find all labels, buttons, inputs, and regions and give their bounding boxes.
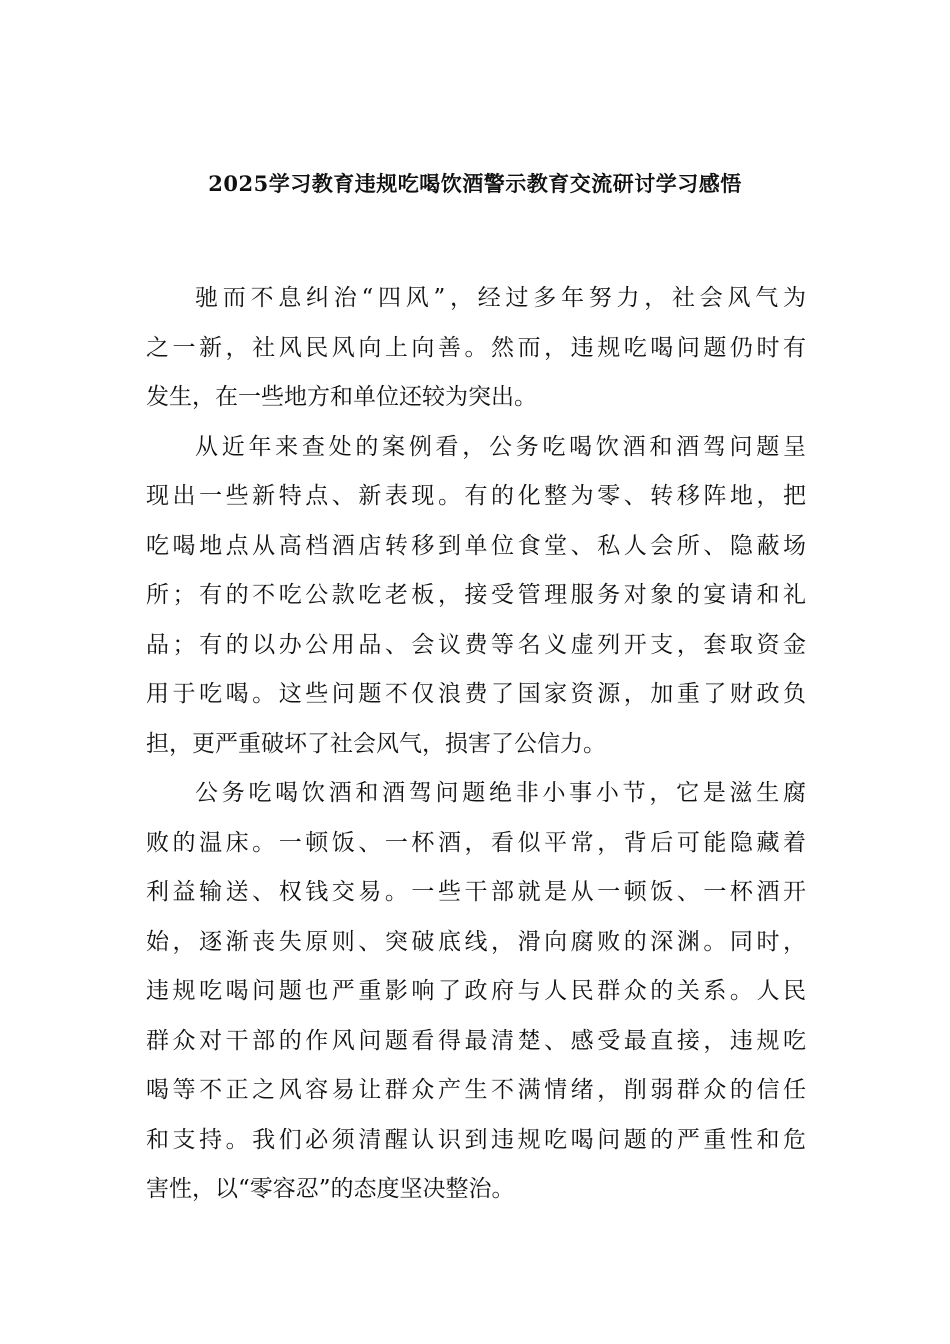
paragraph <box>146 773 806 1219</box>
paragraph-line: 和支持。我们必须清醒认识到违规吃喝问题的严重性和危 <box>146 1126 806 1153</box>
paragraph-line: 从近年来查处的案例看，公务吃喝饮酒和酒驾问题呈 <box>195 433 806 460</box>
paragraph-line: 担，更严重破坏了社会风气，损害了公信力。 <box>146 730 606 757</box>
paragraph-line: 所；有的不吃公款吃老板，接受管理服务对象的宴请和礼 <box>146 582 806 608</box>
paragraph <box>146 278 806 427</box>
document-title: 2025学习教育违规吃喝饮酒警示教育交流研讨学习感悟 <box>208 171 742 196</box>
document-body <box>146 278 806 1219</box>
paragraph <box>146 427 806 774</box>
paragraph-line: 发生，在一些地方和单位还较为突出。 <box>146 384 537 410</box>
paragraph-line: 利益输送、权钱交易。一些干部就是从一顿饭、一杯酒开 <box>146 879 806 905</box>
paragraph-line: 始，逐渐丧失原则、突破底线，滑向腐败的深渊。同时， <box>146 928 806 955</box>
paragraph-line: 之一新，社风民风向上向善。然而，违规吃喝问题仍时有 <box>146 334 806 361</box>
paragraph-line: 吃喝地点从高档酒店转移到单位食堂、私人会所、隐蔽场 <box>146 532 806 559</box>
paragraph-line: 败的温床。一顿饭、一杯酒，看似平常，背后可能隐藏着 <box>146 829 806 856</box>
paragraph-line: 群众对干部的作风问题看得最清楚、感受最直接，违规吃 <box>146 1027 806 1054</box>
paragraph-line: 驰而不息纠治“四风”，经过多年努力，社会风气为 <box>195 285 806 311</box>
paragraph-line: 公务吃喝饮酒和酒驾问题绝非小事小节，它是滋生腐 <box>195 780 806 806</box>
paragraph-line: 害性，以“零容忍”的态度坚决整治。 <box>146 1176 515 1202</box>
paragraph-line: 现出一些新特点、新表现。有的化整为零、转移阵地，把 <box>146 483 806 509</box>
paragraph-line: 品；有的以办公用品、会议费等名义虚列开支，套取资金 <box>146 631 806 658</box>
paragraph-line: 违规吃喝问题也严重影响了政府与人民群众的关系。人民 <box>146 978 806 1004</box>
paragraph-line: 用于吃喝。这些问题不仅浪费了国家资源，加重了财政负 <box>146 681 806 707</box>
paragraph-line: 喝等不正之风容易让群众产生不满情绪，削弱群众的信任 <box>146 1077 806 1103</box>
